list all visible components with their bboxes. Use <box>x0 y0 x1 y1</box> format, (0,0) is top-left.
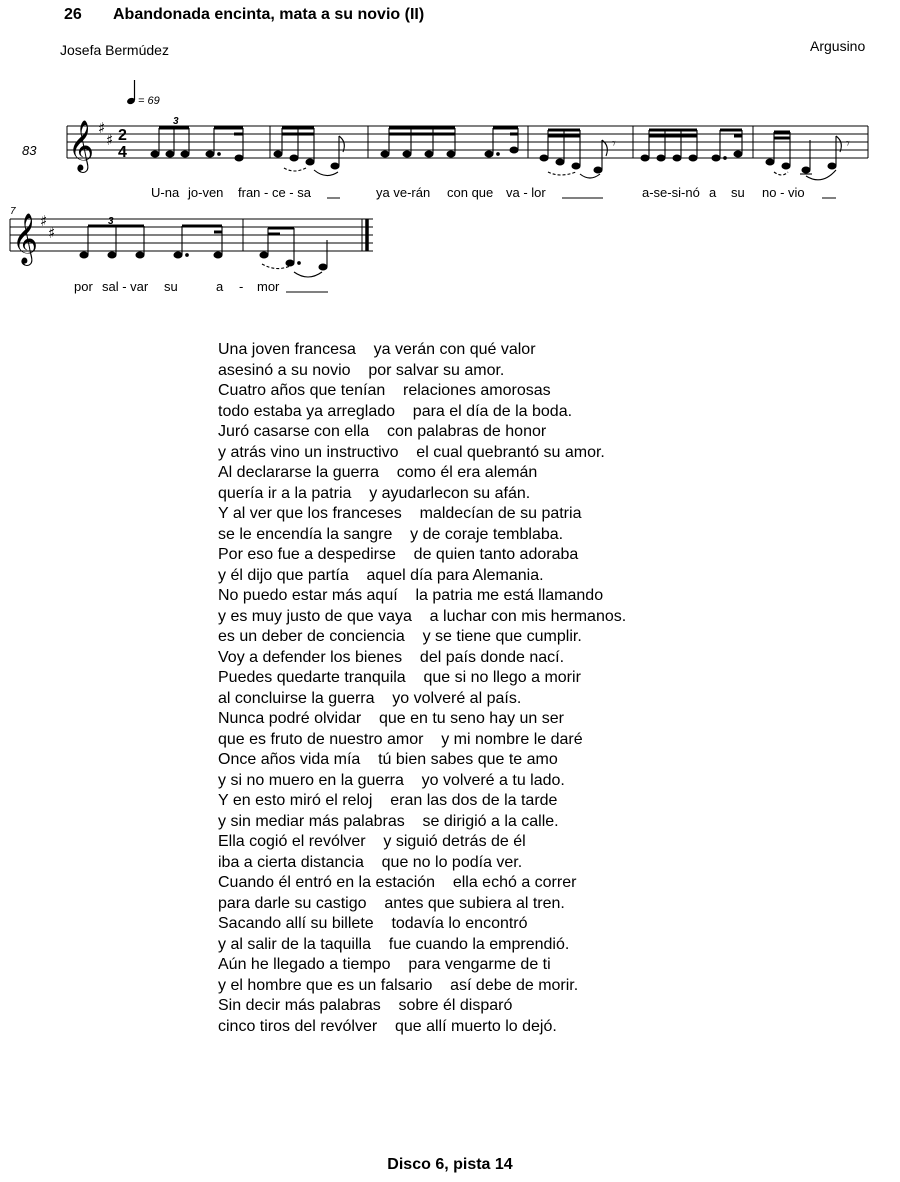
svg-text:𝄞: 𝄞 <box>12 213 39 264</box>
lyric-line: y si no muero en la guerra yo volveré a tu lado. <box>218 771 565 789</box>
lyric-line: Sin decir más palabras sobre él disparó <box>218 997 513 1014</box>
lyric-line: y sin mediar más palabras se dirigió a la calle. <box>218 812 559 830</box>
staff-system-2 <box>10 219 373 251</box>
tempo-text: = 69 <box>138 95 160 107</box>
key-signature-sharps <box>98 119 113 149</box>
svg-text:U-na: U-na <box>151 185 180 200</box>
score-lyrics-system-1 <box>151 185 836 200</box>
lyric-line: Cuando él entró en la estación ella echó a correr <box>218 874 577 891</box>
svg-text:fran - ce - sa: fran - ce - sa <box>238 185 311 200</box>
svg-text:a: a <box>709 185 717 200</box>
lyric-line: todo estaba ya arreglado para el día de la boda. <box>218 402 573 420</box>
lyric-line: y él dijo que partía aquel día para Alemania. <box>218 566 544 584</box>
lyric-line: Voy a defender los bienes del país donde nací. <box>218 648 565 666</box>
song-title: Abandonada encinta, mata a su novio (II) <box>113 6 425 23</box>
svg-text:jo-ven: jo-ven <box>188 185 224 200</box>
svg-text:a: a <box>216 279 224 294</box>
svg-text:2: 2 <box>118 127 127 144</box>
lyric-line: y al salir de la taquilla fue cuando la emprendió. <box>218 935 570 953</box>
lyric-line: que es fruto de nuestro amor y mi nombre le daré <box>218 730 583 748</box>
triplet-mark: 3 <box>173 116 179 127</box>
lyric-line: se le encendía la sangre y de coraje temblaba. <box>218 525 564 543</box>
lyric-line: Por eso fue a despedirse de quien tanto adoraba <box>218 546 579 563</box>
performer-name: Josefa Bermúdez <box>60 42 169 58</box>
svg-text:♯: ♯ <box>40 212 48 230</box>
song-number: 26 <box>64 6 82 23</box>
lyric-line: No puedo estar más aquí la patria me está llamando <box>218 587 604 604</box>
lyric-line: Once años vida mía tú bien sabes que te amo <box>218 751 558 768</box>
svg-text:4: 4 <box>118 144 127 161</box>
svg-text:mor: mor <box>257 279 280 294</box>
score-lyrics-system-2 <box>74 279 328 294</box>
lyric-line: y atrás vino un instructivo el cual quebrantó su amor. <box>218 443 605 461</box>
song-lyrics <box>218 340 626 1037</box>
measure-number-83: 83 <box>22 143 37 158</box>
music-score <box>0 80 900 310</box>
lyric-line: asesinó a su novio por salvar su amor. <box>218 361 505 379</box>
svg-text:por: por <box>74 279 93 294</box>
key-signature-sharps <box>40 212 55 242</box>
lyric-line: Y en esto miró el reloj eran las dos de la tarde <box>218 792 558 809</box>
svg-text:𝄞: 𝄞 <box>68 120 95 171</box>
disc-track-footer: Disco 6, pista 14 <box>387 1156 513 1173</box>
lyric-line: iba a cierta distancia que no lo podía ver. <box>218 853 523 871</box>
svg-text:va - lor: va - lor <box>506 185 546 200</box>
svg-text:con que: con que <box>447 185 494 200</box>
notes-system-1 <box>151 128 850 180</box>
triplet-mark: 3 <box>108 216 114 227</box>
measure-number-7: 7 <box>10 206 16 217</box>
lyric-line: Aún he llegado a tiempo para vengarme de ti <box>218 956 551 973</box>
svg-text:a-se-si-nó: a-se-si-nó <box>642 185 700 200</box>
lyric-line: Y al ver que los franceses maldecían de su patria <box>218 505 582 522</box>
svg-text:𝄾: 𝄾 <box>846 135 850 151</box>
lyric-line: Cuatro años que tenían relaciones amorosas <box>218 382 551 399</box>
lyric-line: Una joven francesa ya verán con qué valor <box>218 341 536 358</box>
lyric-line: Ella cogió el revólver y siguió detrás de él <box>218 833 526 850</box>
svg-text:no - vio: no - vio <box>762 185 805 200</box>
place-name: Argusino <box>810 38 866 54</box>
lyric-line: cinco tiros del revólver que allí muerto lo dejó. <box>218 1017 557 1035</box>
lyric-line: y el hombre que es un falsario así debe de morir. <box>218 976 579 994</box>
lyric-line: Sacando allí su billete todavía lo encontró <box>218 915 528 932</box>
lyric-line: al concluirse la guerra yo volveré al país. <box>218 689 522 707</box>
treble-clef-icon <box>12 213 38 266</box>
svg-text:♯: ♯ <box>98 119 106 137</box>
svg-text:-: - <box>239 279 244 294</box>
svg-text:ya ve-rán: ya ve-rán <box>376 185 431 200</box>
svg-text:𝄾: 𝄾 <box>612 135 616 151</box>
svg-text:♯: ♯ <box>48 224 56 242</box>
lyric-line: para darle su castigo antes que subiera al tren. <box>218 894 565 912</box>
time-signature <box>118 127 127 161</box>
svg-text:su: su <box>164 279 178 294</box>
lyric-line: y es muy justo de que vaya a luchar con mis hermanos. <box>218 607 627 625</box>
treble-clef-icon <box>68 120 94 173</box>
lyric-line: Al declararse la guerra como él era alemán <box>218 464 538 481</box>
lyric-line: quería ir a la patria y ayudarlecon su afán. <box>218 484 531 502</box>
svg-text:sal - var: sal - var <box>102 279 149 294</box>
svg-text:♯: ♯ <box>106 131 114 149</box>
lyric-line: Nunca podré olvidar que en tu seno hay un ser <box>218 710 564 727</box>
tempo-marking <box>126 80 160 107</box>
lyric-line: Puedes quedarte tranquila que si no llego a morir <box>218 669 581 686</box>
lyric-line: Juró casarse con ella con palabras de honor <box>218 423 547 440</box>
lyric-line: es un deber de conciencia y se tiene que cumplir. <box>218 628 582 645</box>
svg-text:su: su <box>731 185 745 200</box>
